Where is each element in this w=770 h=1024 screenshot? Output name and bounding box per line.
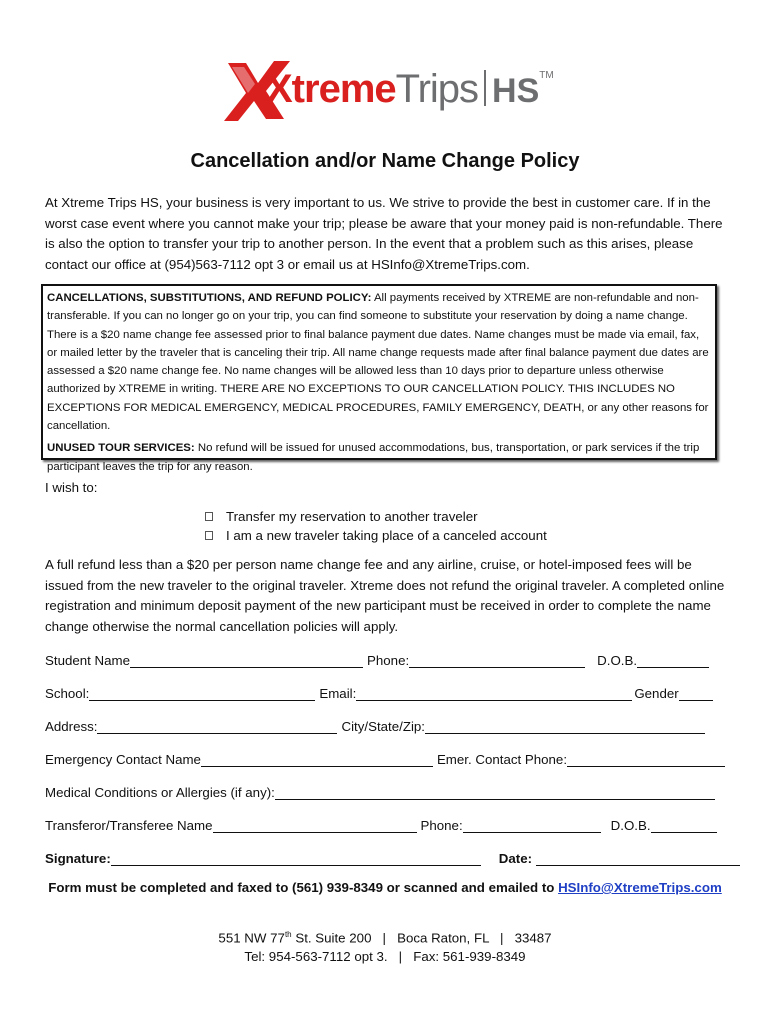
phone-field[interactable]: [409, 654, 585, 668]
dob-field[interactable]: [637, 654, 709, 668]
row-school: [45, 683, 710, 701]
signature-field[interactable]: [111, 852, 481, 866]
logo-brand-xtreme: Xtreme: [266, 67, 396, 111]
row-emergency: [45, 749, 710, 767]
transferor-dob-label: D.O.B.: [610, 818, 651, 833]
cancellation-policy-heading: CANCELLATIONS, SUBSTITUTIONS, AND REFUND POLICY:: [47, 292, 372, 304]
wish-label: I wish to:: [45, 480, 98, 495]
transferor-phone-label: Phone:: [420, 818, 463, 833]
transferor-field[interactable]: [213, 819, 417, 833]
unused-services-heading: UNUSED TOUR SERVICES:: [47, 442, 195, 455]
unused-services-text: No refund will be issued for unused accommodations, bus, transportation, or park services if the trip participant leaves the trip for any reason.: [47, 442, 700, 473]
city-state-zip-label: City/State/Zip:: [341, 719, 425, 734]
transferor-dob-field[interactable]: [651, 819, 717, 833]
emer-phone-field[interactable]: [567, 753, 725, 767]
submit-email-link[interactable]: HSInfo@XtremeTrips.com: [558, 880, 722, 895]
footer-address-start: 551 NW 77: [218, 930, 285, 946]
option-transfer-label: Transfer my reservation to another traveler: [226, 509, 478, 524]
logo-separator: [484, 70, 486, 106]
submit-instructions-text: Form must be completed and faxed to (561) 939-8349 or scanned and emailed to: [48, 880, 559, 895]
row-address: [45, 716, 710, 734]
date-label: Date:: [498, 851, 533, 866]
submit-instructions: [0, 880, 770, 895]
footer-contact: Tel: 954-563-7112 opt 3. | Fax: 561-939-8349: [244, 949, 526, 965]
transferor-label: Transferor/Transferee Name: [45, 818, 213, 833]
logo-brand-hs: HS: [492, 72, 540, 110]
cancellation-policy-paragraph: [47, 289, 711, 435]
email-label: Email:: [319, 686, 357, 701]
logo-brand-trips: Trips: [395, 67, 479, 111]
transfer-checkbox[interactable]: [205, 512, 213, 521]
row-signature: [45, 848, 710, 866]
footer-address-end: St. Suite 200 | Boca Raton, FL | 33487: [291, 930, 552, 946]
footer-address-sup: th: [284, 930, 292, 939]
intro-paragraph: At Xtreme Trips HS, your business is very important to us. We strive to provide the best in customer care. If in the worst case event where you cannot make your trip; please be aware that your money paid is non-refundable. There is also the option to transfer your trip to another person. In the event that a problem such as this arises, please contact our office at (954)563-7112 opt 3 or email us at HSInfo@XtremeTrips.com.: [45, 195, 723, 272]
logo-trademark: TM: [539, 70, 554, 81]
dob-label: D.O.B.: [597, 653, 638, 668]
unused-services-paragraph: [47, 439, 711, 476]
emer-phone-label: Emer. Contact Phone:: [436, 752, 568, 767]
xtremetrips-hs-logo: [224, 55, 554, 125]
student-name-field[interactable]: [130, 654, 363, 668]
row-medical: [45, 782, 710, 800]
address-field[interactable]: [97, 720, 337, 734]
student-name-label: Student Name: [45, 653, 131, 668]
page-title: Cancellation and/or Name Change Policy: [190, 150, 580, 172]
city-state-zip-field[interactable]: [425, 720, 705, 734]
policy-box: [41, 284, 717, 473]
transferor-phone-field[interactable]: [463, 819, 601, 833]
refund-paragraph: A full refund less than a $20 per person name change fee and any airline, cruise, or hotel-imposed fees will be issued from the new traveler to the original traveler. Xtreme does not refund the original traveler. A completed online registration and minimum deposit payment of the new participant must be received in order to complete the name change otherwise the normal cancellation policies will apply.: [45, 557, 725, 634]
option-new-traveler-label: I am a new traveler taking place of a canceled account: [226, 528, 547, 543]
email-field[interactable]: [356, 687, 632, 701]
medical-label: Medical Conditions or Allergies (if any):: [45, 785, 275, 800]
footer-address: [0, 925, 770, 947]
new-traveler-checkbox[interactable]: [205, 531, 213, 540]
gender-field[interactable]: [679, 687, 713, 701]
cancellation-policy-text: All payments received by XTREME are non-refundable and non-transferable. If you can no longer go on your trip, you can find someone to substitute your reservation by doing a name change. There is a $20 name change fee assessed prior to final balance payment due dates. Name changes must be made via email, fax, or mailed letter by the traveler that is canceling their trip. All name change requests made after final balance payment due dates are assessed a $20 name change fee. No name changes will be allowed less than 10 days prior to departure unless otherwise authorized by XTREME in writing. THERE ARE NO EXCEPTIONS TO OUR CANCELLATION POLICY. THIS INCLUDES NO EXCEPTIONS FOR MEDICAL EMERGENCY, MEDICAL PROCEDURES, FAMILY EMERGENCY, DEATH, or any other reasons for cancellation.: [47, 292, 709, 433]
medical-field[interactable]: [275, 786, 715, 800]
emergency-contact-label: Emergency Contact Name: [45, 752, 201, 767]
date-field[interactable]: [536, 852, 740, 866]
wish-options: [205, 507, 547, 545]
row-transferor: [45, 815, 710, 833]
row-student: [45, 650, 710, 668]
signature-label: Signature:: [45, 851, 111, 866]
gender-label: Gender: [634, 686, 679, 701]
phone-label: Phone:: [367, 653, 410, 668]
school-field[interactable]: [89, 687, 315, 701]
option-new-traveler[interactable]: [205, 526, 547, 545]
option-transfer[interactable]: [205, 507, 547, 526]
address-label: Address:: [45, 719, 98, 734]
footer: [0, 925, 770, 966]
school-label: School:: [45, 686, 90, 701]
emergency-contact-field[interactable]: [201, 753, 433, 767]
